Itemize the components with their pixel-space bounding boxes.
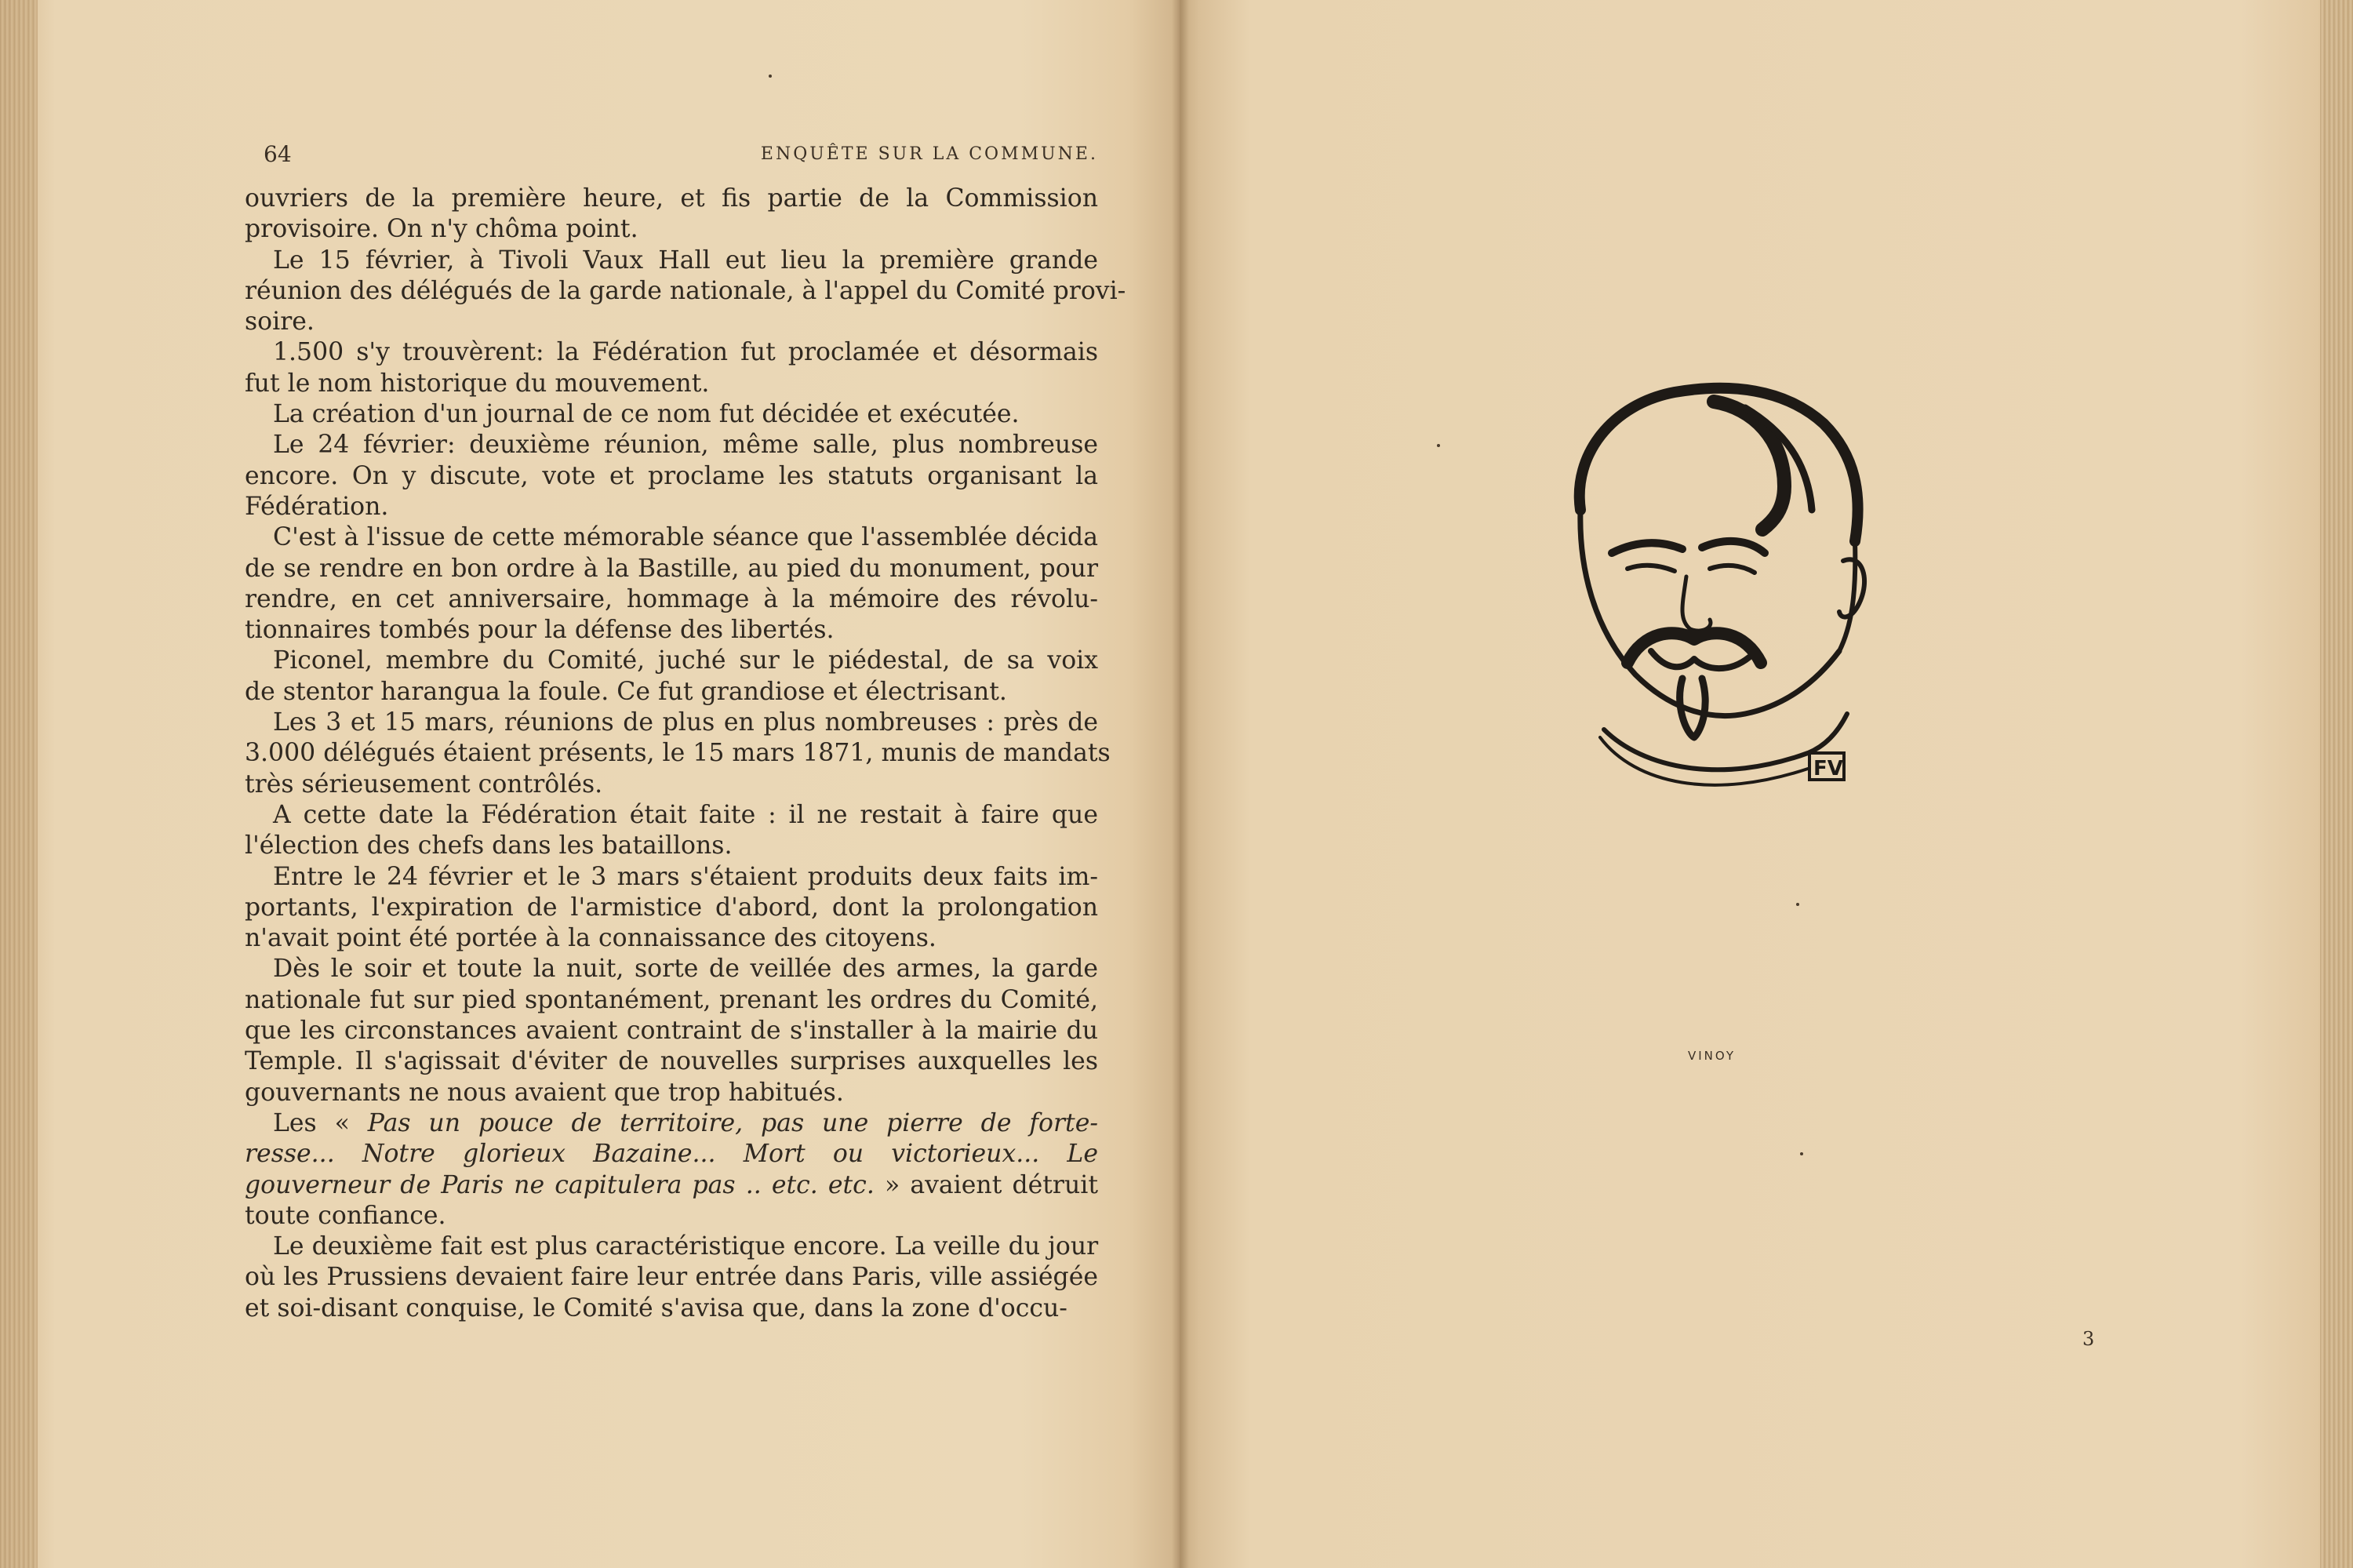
text-line: Piconel, membre du Comité, juché sur le piédestal, de sa voix: [273, 646, 1098, 675]
paper-speck: [769, 75, 772, 78]
monogram: [1809, 753, 1844, 780]
italic-quote: Pas un pouce de territoire, pas une pierre de forte-: [367, 1108, 1098, 1137]
text-line: [245, 1139, 1098, 1170]
text-line: Le 15 février, à Tivoli Vaux Hall eut lieu la première grande: [273, 246, 1098, 275]
italic-quote: gouverneur de Paris ne capitulera pas .. etc. etc.: [245, 1170, 875, 1199]
text-line: 3.000 délégués étaient présents, le 15 mars 1871, munis de mandats: [245, 739, 1111, 768]
text-line: et soi-disant conquise, le Comité s'avisa que, dans la zone d'occu-: [245, 1293, 1067, 1322]
book-gutter: [1172, 0, 1189, 1568]
text-line: C'est à l'issue de cette mémorable séance que l'assemblée décida: [273, 523, 1098, 552]
text-line: rendre, en cet anniversaire, hommage à la mémoire des révolu-: [245, 584, 1098, 613]
text-line: [245, 1108, 1098, 1139]
text-line: Entre le 24 février et le 3 mars s'étaient produits deux faits im-: [273, 862, 1098, 891]
body-text: [245, 184, 1126, 1324]
monogram-text: FV: [1813, 757, 1843, 780]
right-page-edges: [2320, 0, 2353, 1568]
running-head: [249, 141, 1098, 169]
text-line: l'élection des chefs dans les bataillons.: [245, 831, 733, 860]
text-line: provisoire. On n'y chôma point.: [245, 215, 638, 244]
text-line: Fédération.: [245, 492, 389, 521]
text-line: Le 24 février: deuxième réunion, même salle, plus nombreuse: [273, 431, 1098, 460]
text-line: Le deuxième fait est plus caractéristique encore. La veille du jour: [273, 1232, 1099, 1261]
text-line: [245, 1170, 1098, 1201]
text-line: nationale fut sur pied spontanément, prenant les ordres du Comité,: [245, 985, 1098, 1014]
portrait-illustration: [1549, 361, 1894, 808]
text-line: Les 3 et 15 mars, réunions de plus en plus nombreuses : près de: [273, 708, 1098, 737]
text-line: où les Prussiens devaient faire leur entrée dans Paris, ville assiégée: [245, 1263, 1098, 1292]
text-line: ouvriers de la première heure, et fis partie de la Commission: [245, 184, 1098, 213]
text-line: n'avait point été portée à la connaissance des citoyens.: [245, 924, 936, 953]
text-line: de se rendre en bon ordre à la Bastille, au pied du monument, pour: [245, 554, 1098, 583]
portrait-caption: VINOY: [1688, 1049, 1737, 1063]
text-line: fut le nom historique du mouvement.: [245, 369, 710, 398]
paper-speck: [1437, 444, 1440, 447]
text-line: portants, l'expiration de l'armistice d'abord, dont la prolongation: [245, 893, 1098, 922]
italic-quote: resse... Notre glorieux Bazaine... Mort ou victorieux... Le: [245, 1140, 1098, 1169]
text-line: A cette date la Fédération était faite : il ne restait à faire que: [273, 800, 1098, 829]
text-line: de stentor harangua la foule. Ce fut grandiose et électrisant.: [245, 677, 1007, 706]
text-line: 1.500 s'y trouvèrent: la Fédération fut proclamée et désormais: [273, 338, 1098, 367]
text-line: soire.: [245, 307, 315, 337]
text-line-prefix: Les «: [273, 1108, 368, 1137]
paper-speck: [1796, 903, 1799, 906]
text-line: que les circonstances avaient contraint de s'installer à la mairie du: [245, 1017, 1098, 1046]
text-line: réunion des délégués de la garde nationale, à l'appel du Comité provi-: [245, 276, 1126, 305]
text-line: tionnaires tombés pour la défense des libertés.: [245, 616, 835, 645]
page-number: 64: [264, 141, 292, 167]
text-line: Temple. Il s'agissait d'éviter de nouvelles surprises auxquelles les: [245, 1047, 1098, 1076]
left-page-edges: [0, 0, 38, 1568]
paper-speck: [1800, 1152, 1803, 1155]
text-line: très sérieusement contrôlés.: [245, 769, 603, 799]
text-line: gouvernants ne nous avaient que trop habitués.: [245, 1078, 844, 1107]
text-line: Dès le soir et toute la nuit, sorte de veillée des armes, la garde: [273, 955, 1098, 984]
running-title: ENQUÊTE SUR LA COMMUNE.: [760, 144, 1098, 164]
text-line: encore. On y discute, vote et proclame les statuts organisant la: [245, 461, 1098, 490]
sheet-number: 3: [2082, 1328, 2095, 1350]
text-line: toute confiance.: [245, 1201, 446, 1230]
text-line: La création d'un journal de ce nom fut décidée et exécutée.: [273, 400, 1020, 429]
text-line-suffix: » avaient détruit: [874, 1170, 1098, 1199]
